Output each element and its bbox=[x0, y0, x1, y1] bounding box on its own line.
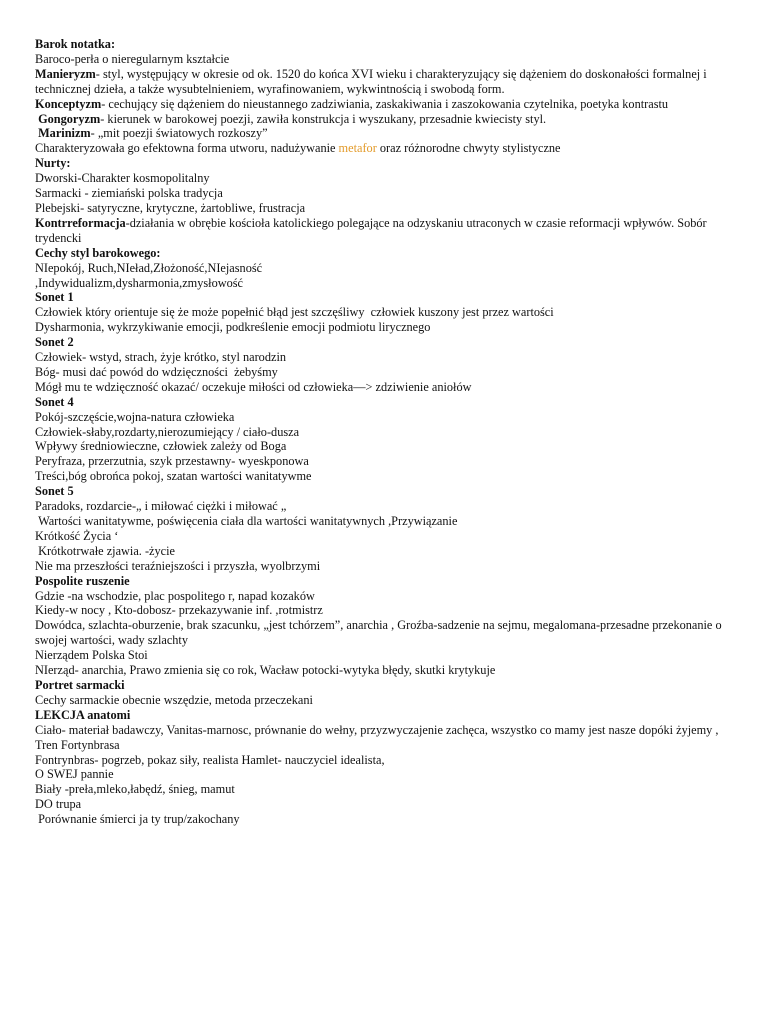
note-text: DO trupa bbox=[35, 797, 82, 812]
note-text: - cechujący się dążeniem do nieustannego zadziwiania, zaskakiwania i zaszokowania czytelnika, poetyka kontrastu bbox=[101, 96, 669, 111]
bold-term: LEKCJA anatomi bbox=[35, 707, 131, 722]
note-text: - styl, występujący w okresie od ok. 1520 do końca XVI wieku i charakteryzujący się dążeniem do doskonałości formalnej i technicznej dzieła, a także wysubtelnieniem, wyrafinowaniem, wykwintnością i swobodą form. bbox=[35, 66, 710, 96]
bold-term: Marinizm bbox=[35, 126, 91, 141]
note-line bbox=[35, 559, 735, 574]
note-line bbox=[35, 97, 735, 112]
note-text: Plebejski- satyryczne, krytyczne, żartobliwe, frustracja bbox=[35, 200, 306, 215]
note-line bbox=[35, 425, 735, 440]
note-text: Dysharmonia, wykrzykiwanie emocji, podkreślenie emocji podmiotu lirycznego bbox=[35, 320, 431, 335]
note-line bbox=[35, 201, 735, 216]
note-line bbox=[35, 708, 735, 723]
note-line bbox=[35, 305, 735, 320]
note-line bbox=[35, 365, 735, 380]
note-line bbox=[35, 141, 735, 156]
note-text: Tren Fortynbrasa bbox=[35, 737, 120, 752]
note-line bbox=[35, 618, 735, 648]
note-line bbox=[35, 574, 735, 589]
bold-term: Portret sarmacki bbox=[35, 677, 125, 692]
note-text: Fontrynbras- pogrzeb, pokaz siły, realista Hamlet- nauczyciel idealista, bbox=[35, 752, 385, 767]
note-text: Człowiek który orientuje się że może popełnić błąd jest szczęśliwy człowiek kuszony jest przez wartości bbox=[35, 305, 554, 320]
bold-term: Sonet 1 bbox=[35, 290, 74, 305]
bold-term: Cechy styl barokowego: bbox=[35, 245, 161, 260]
note-line bbox=[35, 67, 735, 97]
note-line bbox=[35, 410, 735, 425]
note-text: Ciało- materiał badawczy, Vanitas-marnosc, prównanie do wełny, przyzwyczajenie zachęca, wszystko co mamy jest nasze dopóki żyjemy , bbox=[35, 722, 719, 737]
note-text: Człowiek- wstyd, strach, żyje krótko, styl narodzin bbox=[35, 350, 287, 365]
note-line bbox=[35, 126, 735, 141]
bold-term: Sonet 4 bbox=[35, 394, 74, 409]
note-text: Cechy sarmackie obecnie wszędzie, metoda przeczekani bbox=[35, 692, 313, 707]
note-line bbox=[35, 648, 735, 663]
note-line bbox=[35, 469, 735, 484]
note-text: Bóg- musi dać powód do wdzięczności żebyśmy bbox=[35, 364, 278, 379]
note-line bbox=[35, 589, 735, 604]
note-text: Porównanie śmierci ja ty trup/zakochany bbox=[35, 812, 240, 827]
note-line bbox=[35, 484, 735, 499]
note-line bbox=[35, 246, 735, 261]
note-text: Człowiek-słaby,rozdarty,nierozumiejący / ciało-dusza bbox=[35, 424, 300, 439]
note-text: -działania w obrębie kościoła katolickiego polegające na odzyskaniu utraconych w czasie reformacji wpływów. Sobór trydencki bbox=[35, 215, 710, 245]
note-text: ,Indywidualizm,dysharmonia,zmysłowość bbox=[35, 275, 243, 290]
note-text: Wartości wanitatywme, poświęcenia ciała dla wartości wanitatywnych ,Przywiązanie bbox=[35, 514, 458, 528]
note-line bbox=[35, 320, 735, 335]
note-line bbox=[35, 454, 735, 469]
note-line bbox=[35, 276, 735, 291]
note-text: Peryfraza, przerzutnia, szyk przestawny- wyeskponowa bbox=[35, 454, 309, 469]
note-line bbox=[35, 171, 735, 186]
note-line bbox=[35, 350, 735, 365]
bold-term: Konceptyzm bbox=[35, 96, 102, 111]
note-text: Pokój-szczęście,wojna-natura człowieka bbox=[35, 409, 235, 424]
note-text: Krótkotrwałe zjawia. -życie bbox=[35, 543, 175, 558]
note-line bbox=[35, 37, 735, 52]
note-line bbox=[35, 499, 735, 514]
note-text: Dowódca, szlachta-oburzenie, brak szacunku, „jest tchórzem”, anarchia , Groźba-sadzenie na sejmu, megalomana-przesadne przekonanie o swojej wartości, wady szlachty bbox=[35, 618, 725, 648]
note-text: Baroco-perła o nieregularnym kształcie bbox=[35, 51, 230, 66]
bold-term: Nurty: bbox=[35, 156, 71, 171]
note-line bbox=[35, 261, 735, 276]
note-line bbox=[35, 767, 735, 782]
note-text: Charakteryzowała go efektowna forma utworu, nadużywanie bbox=[35, 141, 339, 156]
note-line bbox=[35, 693, 735, 708]
note-text: Nie ma przeszłości teraźniejszości i przyszła, wyolbrzymi bbox=[35, 558, 321, 573]
note-line bbox=[35, 52, 735, 67]
note-text: Mógł mu te wdzięczność okazać/ oczekuje miłości od człowieka—> zdziwienie aniołów bbox=[35, 379, 472, 394]
note-line bbox=[35, 290, 735, 305]
note-text: Kiedy-w nocy , Kto-dobosz- przekazywanie inf. ,rotmistrz bbox=[35, 603, 323, 618]
note-text: O SWEJ pannie bbox=[35, 767, 114, 782]
note-line bbox=[35, 738, 735, 753]
note-line bbox=[35, 782, 735, 797]
document-body bbox=[35, 37, 735, 827]
bold-term: Kontrreformacja bbox=[35, 215, 126, 230]
note-line bbox=[35, 812, 735, 827]
bold-term: Sonet 5 bbox=[35, 484, 74, 499]
note-line bbox=[35, 603, 735, 618]
note-text: Paradoks, rozdarcie-„ i miłować ciężki i miłować „ bbox=[35, 499, 287, 514]
note-text: oraz różnorodne chwyty stylistyczne bbox=[376, 141, 561, 156]
note-text: - „mit poezji światowych rozkoszy” bbox=[90, 126, 268, 141]
note-text: Wpływy średniowieczne, człowiek zależy od Boga bbox=[35, 439, 287, 454]
note-line bbox=[35, 678, 735, 693]
note-text: Biały -preła,mleko,łabędź, śnieg, mamut bbox=[35, 782, 235, 797]
note-line bbox=[35, 156, 735, 171]
note-text: Sarmacki - ziemiański polska tradycja bbox=[35, 186, 223, 201]
note-line bbox=[35, 335, 735, 350]
note-text: Treści,bóg obrońca pokoj, szatan wartości wanitatywme bbox=[35, 469, 312, 484]
note-text: NIepokój, Ruch,NIeład,Złożoność,NIejasność bbox=[35, 260, 263, 275]
note-line bbox=[35, 439, 735, 454]
bold-term: Sonet 2 bbox=[35, 335, 74, 350]
note-line bbox=[35, 753, 735, 768]
note-line bbox=[35, 216, 735, 246]
note-line bbox=[35, 186, 735, 201]
note-line bbox=[35, 663, 735, 678]
note-text: Nierządem Polska Stoi bbox=[35, 648, 148, 663]
bold-term: Manieryzm bbox=[35, 66, 96, 81]
note-line bbox=[35, 529, 735, 544]
note-text: Dworski-Charakter kosmopolitalny bbox=[35, 171, 210, 186]
bold-term: Gongoryzm bbox=[35, 111, 101, 126]
note-line bbox=[35, 380, 735, 395]
note-line bbox=[35, 723, 735, 738]
note-line bbox=[35, 544, 735, 559]
note-line bbox=[35, 514, 735, 529]
note-line bbox=[35, 797, 735, 812]
note-line bbox=[35, 395, 735, 410]
note-text: Gdzie -na wschodzie, plac pospolitego r, napad kozaków bbox=[35, 588, 315, 603]
highlighted-term: metafor bbox=[338, 141, 377, 156]
bold-term: Barok notatka: bbox=[35, 37, 116, 51]
note-text: NIerząd- anarchia, Prawo zmienia się co rok, Wacław potocki-wytyka błędy, skutki krytykuje bbox=[35, 663, 496, 678]
note-text: - kierunek w barokowej poezji, zawiła konstrukcja i wyszukany, przesadnie kwiecisty styl. bbox=[100, 111, 547, 126]
note-line bbox=[35, 112, 735, 127]
bold-term: Pospolite ruszenie bbox=[35, 573, 130, 588]
note-text: Krótkość Życia ‘ bbox=[35, 528, 119, 543]
